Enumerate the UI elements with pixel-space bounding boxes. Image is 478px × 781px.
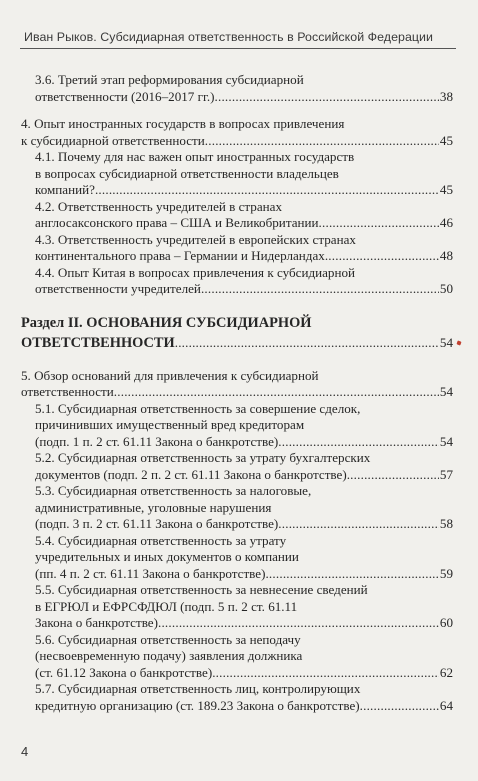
toc-entry: 5.1. Субсидиарная ответственность за совершение сделок, причинивших имущественный вред кредиторам (подп. 1 п. 2 ст. 61.11 Закона о банкротстве) ..... 54 bbox=[35, 401, 453, 451]
leader-dots bbox=[95, 182, 439, 199]
toc-entry: 5.5. Субсидиарная ответственность за невнесение сведений в ЕГРЮЛ и ЕФРСФДЮЛ (подп. 5 п. 2 ст. 61.11 Закона о банкротстве) ..... 60 bbox=[35, 582, 453, 632]
toc-page-number: 60 bbox=[439, 615, 453, 630]
toc-page-number: 54 bbox=[439, 384, 453, 399]
running-head: Иван Рыков. Субсидиарная ответственность в Российской Федерации bbox=[24, 30, 434, 44]
toc-entry: 5.7. Субсидиарная ответственность лиц, контролирующих кредитную организацию (ст. 189.23 Закона о банкротстве) ..... 64 bbox=[35, 681, 453, 714]
toc-page-number: 38 bbox=[439, 88, 453, 104]
toc-page-number: 58 bbox=[439, 516, 453, 531]
toc-entry: 5.3. Субсидиарная ответственность за налоговые, административные, уголовные нарушения (подп. 3 п. 2 ст. 61.11 Закона о банкротстве) ..... 58 bbox=[35, 483, 453, 533]
toc-section-heading: Раздел II. ОСНОВАНИЯ СУБСИДИАРНОЙ ОТВЕТСТВЕННОСТИ ..... 54 bbox=[21, 313, 453, 353]
leader-dots bbox=[158, 615, 439, 632]
toc-page-number: 50 bbox=[439, 281, 453, 296]
toc-page-number: 57 bbox=[439, 466, 453, 482]
toc-entry: 3.6. Третий этап реформирования субсидиарной ответственности (2016–2017 гг.) ..... 38 bbox=[35, 72, 453, 105]
toc-entry: 5.2. Субсидиарная ответственность за утрату бухгалтерских документов (подп. 2 п. 2 ст. 61.11 Закона о банкротстве) ..... 57 bbox=[35, 450, 453, 483]
toc-page-number: 54 bbox=[439, 433, 453, 449]
toc-page-number: 59 bbox=[439, 565, 453, 581]
leader-dots bbox=[278, 516, 439, 533]
leader-dots bbox=[205, 133, 439, 150]
leader-dots bbox=[265, 566, 438, 583]
leader-dots bbox=[114, 384, 439, 401]
toc-entry: 4. Опыт иностранных государств в вопросах привлечения к субсидиарной ответственности ..... 45 bbox=[21, 116, 453, 149]
toc-entry: 5. Обзор оснований для привлечения к субсидиарной ответственности ..... 54 bbox=[21, 368, 453, 401]
toc-page-number: 48 bbox=[439, 248, 453, 263]
leader-dots bbox=[347, 467, 439, 484]
toc-entry: 4.1. Почему для нас важен опыт иностранных государств в вопросах субсидиарной ответственности владельцев компаний? ..... 45 bbox=[35, 149, 453, 199]
leader-dots bbox=[278, 434, 439, 451]
toc-entry: 4.2. Ответственность учредителей в странах англосаксонского права – США и Великобритании ..... 46 bbox=[35, 199, 453, 232]
leader-dots bbox=[212, 665, 439, 682]
toc-entry: 4.4. Опыт Китая в вопросах привлечения к субсидиарной ответственности учредителей ..... 50 bbox=[35, 265, 453, 298]
table-of-contents bbox=[0, 72, 478, 714]
toc-page-number: 45 bbox=[439, 182, 453, 197]
toc-page-number: 62 bbox=[439, 664, 453, 680]
leader-dots bbox=[175, 333, 439, 353]
leader-dots bbox=[215, 89, 439, 106]
toc-page-number: 46 bbox=[439, 215, 453, 230]
toc-page-number: 54 bbox=[439, 334, 453, 350]
page-number: 4 bbox=[21, 744, 29, 759]
toc-entry: 5.6. Субсидиарная ответственность за неподачу (несвоевременную подачу) заявления должника (ст. 61.12 Закона о банкротстве) ..... 62 bbox=[35, 632, 453, 682]
header-rule bbox=[20, 48, 456, 49]
toc-entry: 5.4. Субсидиарная ответственность за утрату учредительных и иных документов о компании (пп. 4 п. 2 ст. 61.11 Закона о банкротстве) ..... 59 bbox=[35, 533, 453, 583]
leader-dots bbox=[360, 698, 439, 715]
leader-dots bbox=[319, 215, 439, 232]
toc-page-number: 45 bbox=[439, 132, 453, 148]
leader-dots bbox=[325, 248, 439, 265]
toc-page-number: 64 bbox=[439, 697, 453, 713]
leader-dots bbox=[201, 281, 439, 298]
toc-entry: 4.3. Ответственность учредителей в европейских странах континентального права – Германии и Нидерландах ..... 48 bbox=[35, 232, 453, 265]
